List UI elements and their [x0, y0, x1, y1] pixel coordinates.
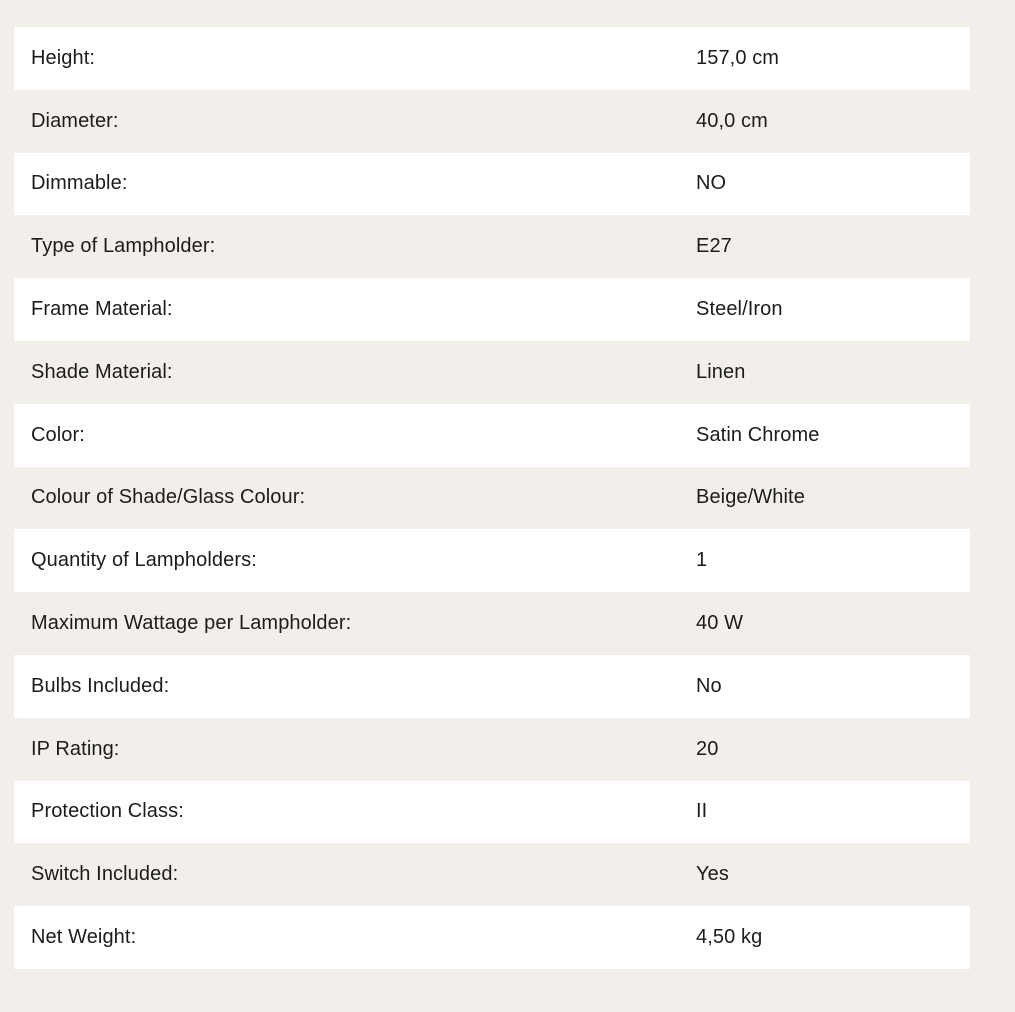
spec-label: Type of Lampholder: [31, 235, 216, 258]
spec-row-switch-included [14, 843, 970, 906]
spec-label: IP Rating: [31, 737, 120, 760]
spec-value: Beige/White [696, 486, 805, 509]
spec-row-color [14, 404, 970, 467]
specifications-table [14, 27, 970, 969]
spec-row-bulbs-included [14, 655, 970, 718]
spec-label: Bulbs Included: [31, 674, 170, 697]
spec-row-protection-class [14, 781, 970, 844]
spec-label: Colour of Shade/Glass Colour: [31, 486, 306, 509]
spec-value: 4,50 kg [696, 926, 763, 949]
spec-label: Quantity of Lampholders: [31, 549, 257, 572]
spec-value: 40 W [696, 612, 744, 635]
spec-value: II [696, 800, 708, 823]
spec-row-ip-rating [14, 718, 970, 781]
spec-value: No [696, 674, 722, 697]
spec-row-max-wattage [14, 592, 970, 655]
spec-row-shade-colour [14, 467, 970, 530]
spec-value: Steel/Iron [696, 298, 783, 321]
spec-label: Net Weight: [31, 926, 137, 949]
spec-value: Linen [696, 360, 746, 383]
spec-label: Frame Material: [31, 298, 173, 321]
spec-value: E27 [696, 235, 732, 258]
spec-row-shade-material [14, 341, 970, 404]
spec-value: NO [696, 172, 727, 195]
spec-row-net-weight [14, 906, 970, 969]
spec-label: Height: [31, 46, 96, 69]
spec-value: 20 [696, 737, 719, 760]
spec-row-lampholder-quantity [14, 529, 970, 592]
spec-value: Satin Chrome [696, 423, 820, 446]
spec-label: Switch Included: [31, 863, 179, 886]
spec-row-height [14, 27, 970, 90]
spec-value: 40,0 cm [696, 109, 768, 132]
spec-label: Maximum Wattage per Lampholder: [31, 612, 352, 635]
spec-row-lampholder-type [14, 215, 970, 278]
spec-value: 157,0 cm [696, 46, 780, 69]
spec-value: 1 [696, 549, 708, 572]
spec-row-dimmable [14, 153, 970, 216]
spec-row-diameter [14, 90, 970, 153]
spec-label: Diameter: [31, 109, 119, 132]
spec-label: Shade Material: [31, 360, 173, 383]
spec-label: Protection Class: [31, 800, 184, 823]
spec-value: Yes [696, 863, 729, 886]
spec-label: Color: [31, 423, 85, 446]
spec-label: Dimmable: [31, 172, 128, 195]
spec-row-frame-material [14, 278, 970, 341]
